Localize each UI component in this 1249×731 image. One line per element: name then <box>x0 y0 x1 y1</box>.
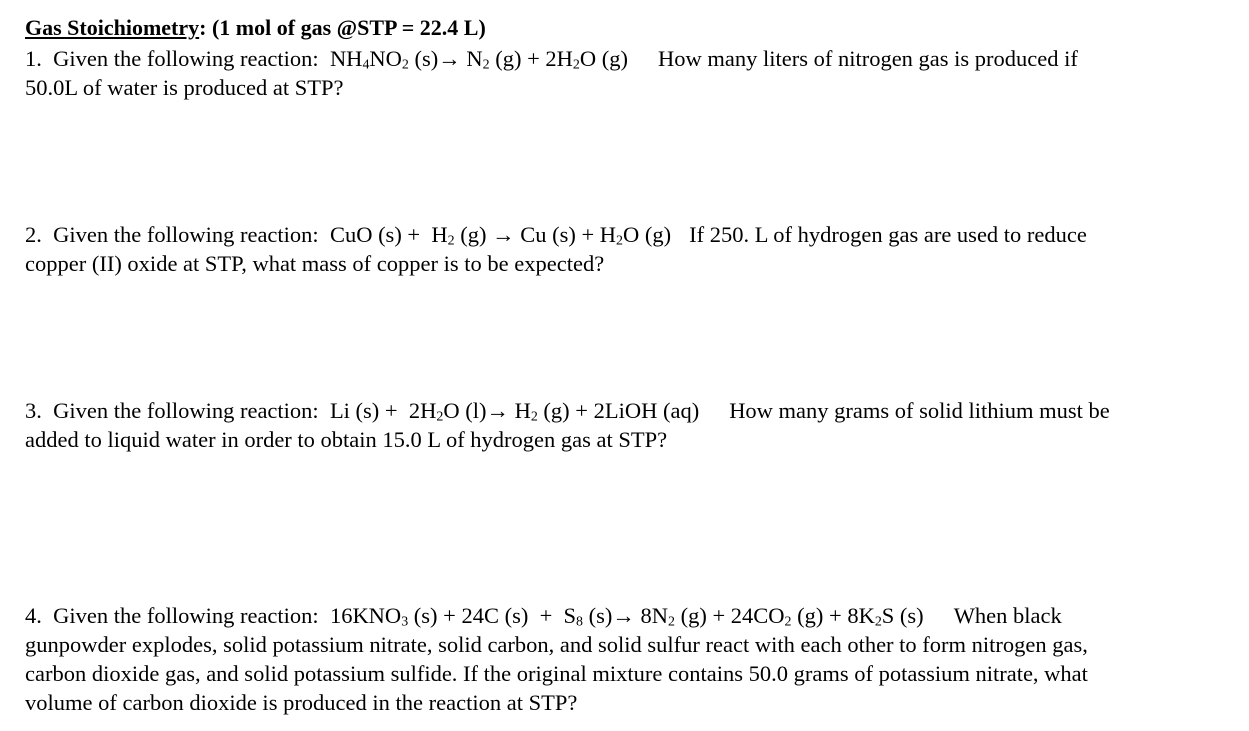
question-prompt: How many liters of nitrogen gas is produced if <box>657 46 1078 71</box>
question-intro: Given the following reaction: <box>53 603 319 628</box>
question-3-line-1 <box>25 396 1110 425</box>
question-intro: Given the following reaction: <box>53 46 319 71</box>
question-number: 1. <box>25 46 42 71</box>
question-4-line-1 <box>25 601 1088 630</box>
question-1 <box>25 44 1078 102</box>
question-number: 4. <box>25 603 42 628</box>
question-4-line-3: carbon dioxide gas, and solid potassium sulfide. If the original mixture contains 50.0 grams of potassium nitrate, what <box>25 661 1088 686</box>
question-3-line-2: added to liquid water in order to obtain 15.0 L of hydrogen gas at STP? <box>25 427 668 452</box>
reaction-equation: $16KNO_3$ (s) + 24C $(s) + S_8$ $(s)\to 8N_2$ $(g) + 24CO_2$ $(g) + 8K_2S$ (s) <box>329 603 924 630</box>
question-2 <box>25 220 1087 278</box>
question-number: 2. <box>25 222 42 247</box>
question-2-line-1 <box>25 220 1087 249</box>
reaction-equation: CuO $(s) + H_2$ (g) → Cu $(s) + H_2O$ (g) <box>329 222 672 249</box>
question-4-line-4: volume of carbon dioxide is produced in the reaction at STP? <box>25 690 578 715</box>
worksheet-title <box>25 14 486 42</box>
question-3 <box>25 396 1110 454</box>
question-number: 3. <box>25 398 42 423</box>
reaction-equation: Li $(s) + 2H_2O$ $(l)\to H_2$ (g) + 2LiOH (aq) <box>329 398 700 425</box>
question-4-line-2: gunpowder explodes, solid potassium nitrate, solid carbon, and solid sulfur react with each other to form nitrogen gas, <box>25 632 1088 657</box>
question-intro: Given the following reaction: <box>53 398 319 423</box>
reaction-equation: $NH_4NO_2$ $(s)\to N_2$ $(g) + 2H_2O$ (g) <box>329 46 628 73</box>
question-prompt: If 250. L of hydrogen gas are used to reduce <box>689 222 1087 247</box>
question-prompt: When black <box>953 603 1062 628</box>
question-1-line-2: 50.0L of water is produced at STP? <box>25 75 344 100</box>
question-1-line-1 <box>25 44 1078 73</box>
question-4 <box>25 601 1088 717</box>
question-prompt: How many grams of solid lithium must be <box>729 398 1110 423</box>
question-2-line-2: copper (II) oxide at STP, what mass of copper is to be expected? <box>25 251 605 276</box>
title-stp-note: : (1 mol of gas @STP = 22.4 L) <box>199 15 486 40</box>
title-heading: Gas Stoichiometry <box>25 15 200 40</box>
question-intro: Given the following reaction: <box>53 222 319 247</box>
